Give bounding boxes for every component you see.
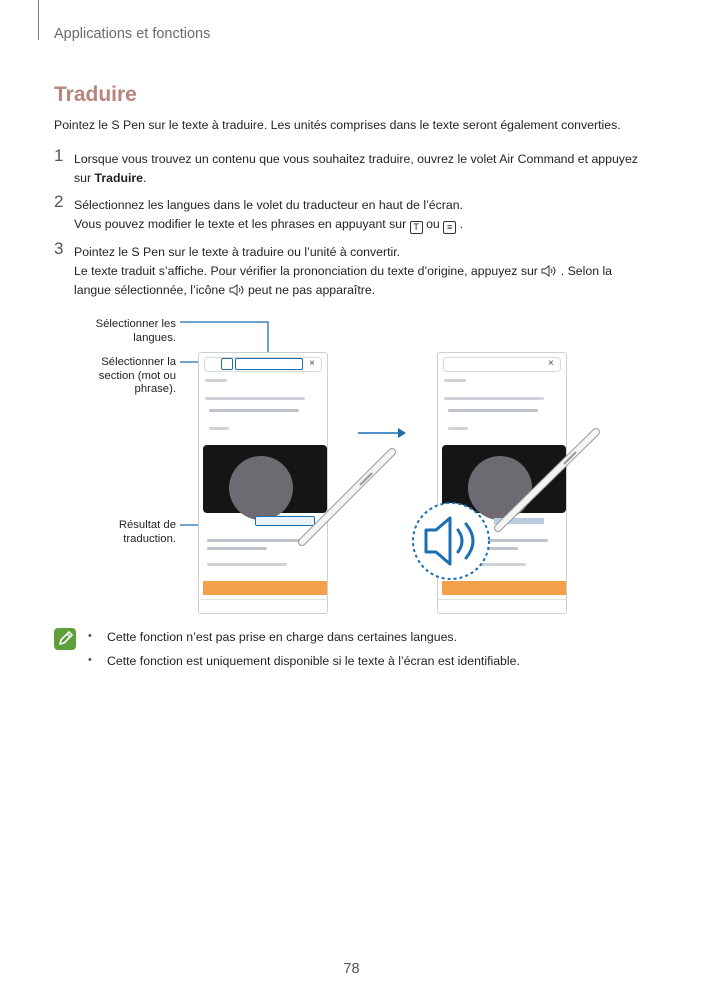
callout-line: Résultat de [118,519,176,531]
step-text: . [459,217,464,231]
callout-line: section (mot ou [98,369,176,382]
step-text: Le texte traduit s’affiche. Pour vérifier la prononciation du texte d’origine, appuyez sur [74,264,542,278]
step-text: peut ne pas apparaître. [247,283,376,297]
sentence-mode-icon: ≡ [443,221,456,234]
step-number: 1 [54,146,64,165]
callout-line: Sélectionner les [95,318,176,330]
step-text: . Selon la [560,264,613,278]
text-mode-icon: T [410,221,423,234]
page-number: 78 [343,961,360,977]
section-header: Applications et fonctions [54,26,211,42]
step-number: 3 [54,239,64,258]
s-pen-right [498,432,596,528]
pencil-note-icon [54,628,76,650]
close-icon: × [548,358,554,369]
step-text: Vous pouvez modifier le texte et les phrases en appuyant sur [74,217,410,231]
note-item: • Cette fonction est uniquement disponible si le texte à l’écran est identifiable. [88,654,520,668]
step-number: 2 [54,192,64,211]
step-text: Sélectionnez les langues dans le volet du traducteur en haut de l’écran. [74,198,463,212]
step-text: . [143,171,147,185]
callout-line: phrase). [134,383,176,395]
step-text: ou [426,217,444,231]
intro-text: Pointez le S Pen sur le texte à traduire. Les unités comprises dans le texte seront également converties. [54,118,621,132]
callout-line: Sélectionner la [101,356,176,368]
callout-line: traduction. [123,532,176,545]
note-item: • Cette fonction n’est pas prise en charge dans certaines langues. [88,630,520,644]
speaker-magnified-icon [413,503,489,579]
notes-list [88,630,520,678]
step-emphasis: Traduire [94,171,144,185]
step-text: langue sélectionnée, l’icône [74,283,229,297]
step-text: Lorsque vous trouvez un contenu que vous souhaitez traduire, ouvrez le volet Air Command et appuyez [74,152,638,166]
s-pen-left [302,452,392,542]
step-text: Pointez le S Pen sur le texte à traduire ou l’unité à convertir. [74,245,401,259]
close-icon: × [309,358,315,369]
step-text: sur [74,171,95,185]
callout-line: langues. [133,331,176,344]
page-title: Traduire [54,83,137,106]
